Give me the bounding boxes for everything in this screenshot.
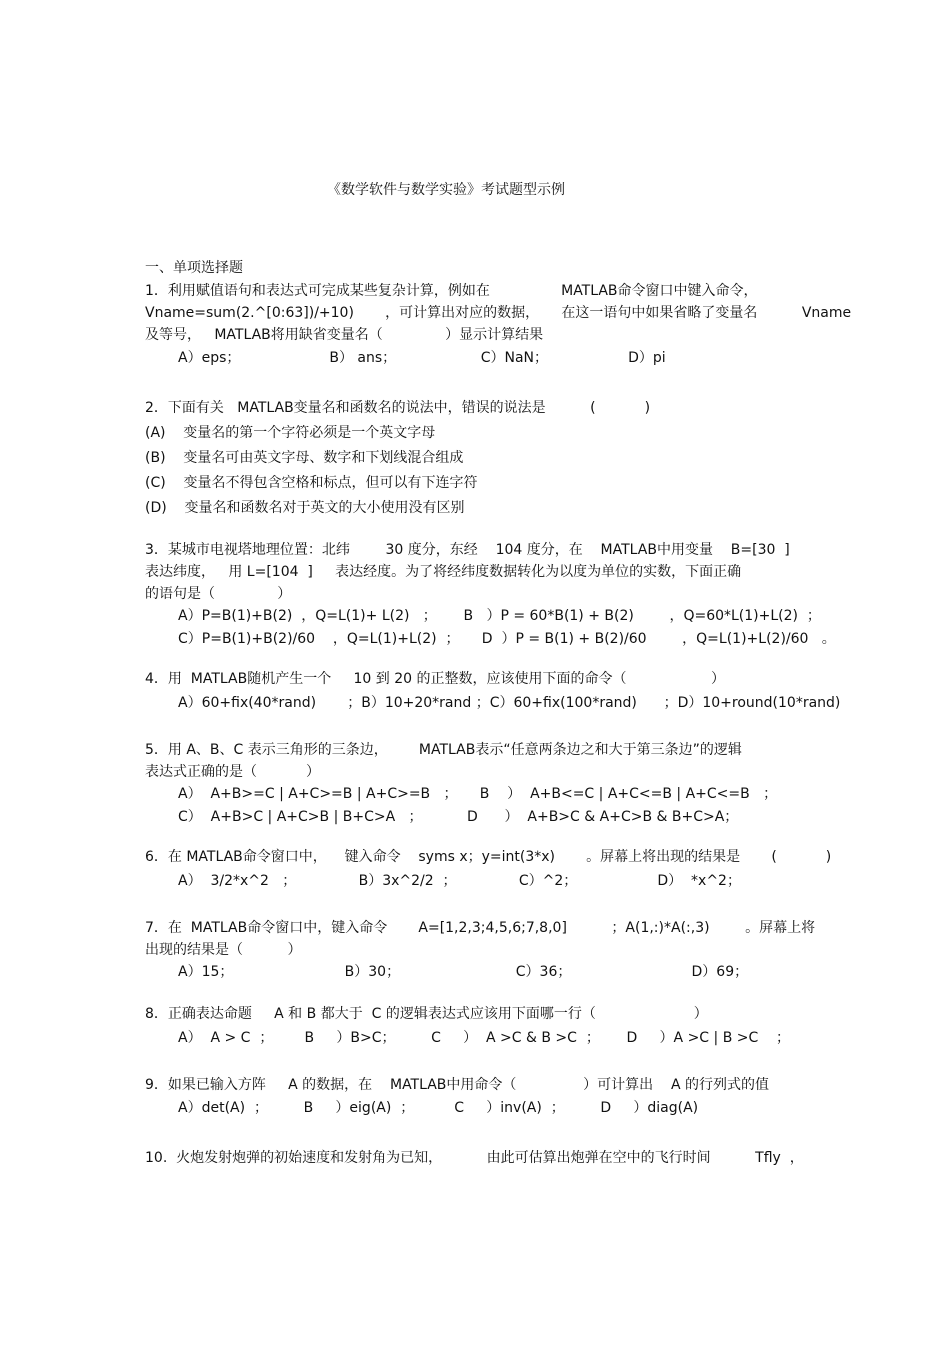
question-7-line-2: 出现的结果是（ ） (145, 942, 302, 958)
question-3-options-cd: C）P=B(1)+B(2)/60 ，Q=L(1)+L(2) ； D ）P = B(1) + B(2)/60 ，Q=L(1)+L(2)/60 。 (178, 631, 836, 647)
question-3-line-3: 的语句是（ ） (145, 586, 292, 602)
question-2-line-1: 2．下面有关 MATLAB变量名和函数名的说法中，错误的说法是 ( ) (145, 400, 651, 416)
question-3-line-1: 3．某城市电视塔地理位置：北纬 30 度分，东经 104 度分，在 MATLAB中用变量 B=[30 ] (145, 542, 790, 558)
document-title: 《数学软件与数学实验》考试题型示例 (327, 182, 565, 198)
question-2-option-a: (A) 变量名的第一个字符必须是一个英文字母 (145, 425, 436, 441)
question-1-line-2: Vname=sum(2.^[0:63])/+10) ，可计算出对应的数据， 在这一语句中如果省略了变量名 Vname (145, 305, 852, 321)
question-7-line-1: 7．在 MATLAB命令窗口中，键入命令 A=[1,2,3;4,5,6;7,8,0] ；A(1,:)*A(:,3) 。屏幕上将 (145, 920, 816, 936)
question-2-option-c: (C) 变量名不得包含空格和标点，但可以有下连字符 (145, 475, 478, 491)
question-2-option-d: (D) 变量名和函数名对于英文的大小使用没有区别 (145, 500, 465, 516)
question-7-options: A）15； B）30； C）36； D）69； (178, 964, 749, 980)
question-3-options-ab: A）P=B(1)+B(2) ，Q=L(1)+ L(2) ； B ）P = 60*B(1) + B(2) ，Q=60*L(1)+L(2) ； (178, 608, 821, 624)
question-1-line-3: 及等号， MATLAB将用缺省变量名（ ）显示计算结果 (145, 327, 544, 343)
question-3-line-2: 表达纬度， 用 L=[104 ] 表达经度。为了将经纬度数据转化为以度为单位的实数，下面正确 (145, 564, 742, 580)
question-4-line-1: 4．用 MATLAB随机产生一个 10 到 20 的正整数，应该使用下面的命令（ ） (145, 671, 726, 687)
question-5-options-ab: A） A+B>=C | A+C>=B | A+C>=B ； B ） A+B<=C | A+C<=B | A+C<=B ； (178, 786, 778, 802)
question-10-line-1: 10. 火炮发射炮弹的初始速度和发射角为已知， 由此可估算出炮弹在空中的飞行时间 Tfly ， (145, 1150, 804, 1166)
question-1-line-1: 1．利用赋值语句和表达式可完成某些复杂计算，例如在 MATLAB命令窗口中键入命令， (145, 283, 758, 299)
question-5-options-cd: C） A+B>C | A+C>B | B+C>A ； D ） A+B>C & A+C>B & B+C>A； (178, 809, 739, 825)
question-6-line-1: 6．在 MATLAB命令窗口中， 键入命令 syms x；y=int(3*x) 。屏幕上将出现的结果是 ( ) (145, 849, 832, 865)
question-4-options: A）60+fix(40*rand) ；B）10+20*rand ；C）60+fix(100*rand) ；D）10+round(10*rand) (178, 695, 841, 711)
section-heading: 一、单项选择题 (145, 260, 243, 276)
question-8-options: A） A > C ； B ）B>C； C ） A >C & B >C ； D ）A >C | B >C ； (178, 1030, 791, 1046)
question-5-line-1: 5．用 A、B、C 表示三角形的三条边， MATLAB表示“任意两条边之和大于第三条边”的逻辑 (145, 742, 742, 758)
question-5-line-2: 表达式正确的是（ ） (145, 764, 320, 780)
question-6-options: A） 3/2*x^2 ； B）3x^2/2 ； C）^2； D） *x^2； (178, 873, 741, 889)
question-2-option-b: (B) 变量名可由英文字母、数字和下划线混合组成 (145, 450, 464, 466)
question-1-options: A）eps； B） ans； C）NaN； D）pi (178, 350, 666, 366)
question-9-line-1: 9．如果已输入方阵 A 的数据，在 MATLAB中用命令（ ）可计算出 A 的行列式的值 (145, 1077, 769, 1093)
question-9-options: A）det(A) ； B ）eig(A) ； C ）inv(A) ； D ）diag(A) (178, 1100, 699, 1116)
question-8-line-1: 8．正确表达命题 A 和 B 都大于 C 的逻辑表达式应该用下面哪一行（ ） (145, 1006, 708, 1022)
